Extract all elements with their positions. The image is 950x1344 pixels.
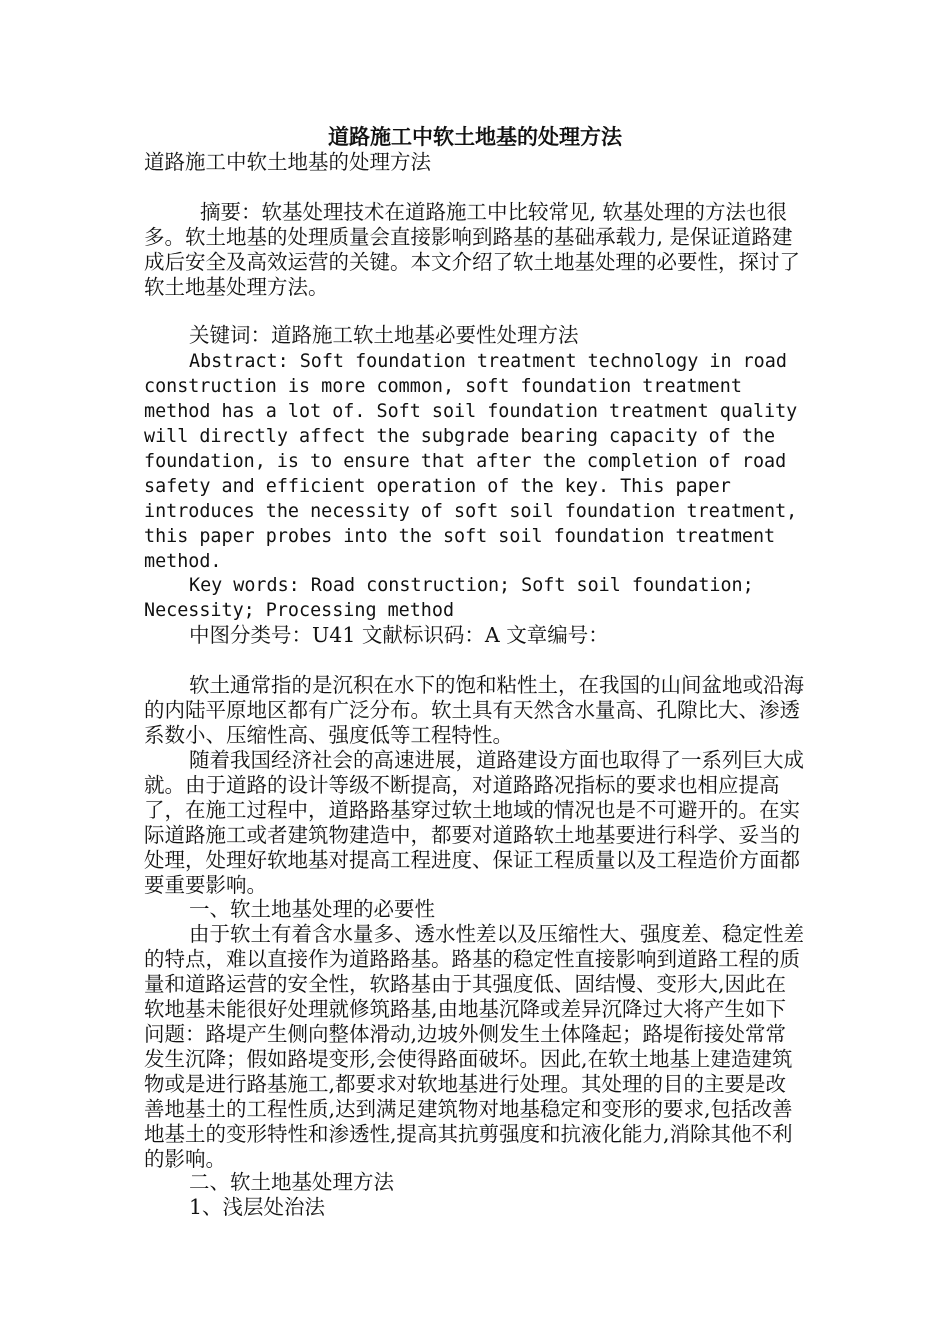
keywords-cn: 关键词：道路施工软土地基必要性处理方法 <box>189 323 579 347</box>
document-subtitle: 道路施工中软土地基的处理方法 <box>144 150 431 174</box>
abstract-en: Abstract: Soft foundation treatment technology in road construction is more common, soft foundation treatment method has a lot of. Soft soil foundation treatment quality will directly affect the subgrade bearing capacity of the foundation, is to ensure that after the completion of road safety and efficient operation of the key. This paper introduces the necessity of soft soil foundation treatment, this paper probes into the soft soil foundation treatment method. <box>144 351 798 572</box>
section-heading-2: 二、软土地基处理方法 <box>189 1170 394 1194</box>
paragraph-necessity: 由于软土有着含水量多、透水性差以及压缩性大、强度差、稳定性差的特点，难以直接作为道路路基。路基的稳定性直接影响到道路工程的质量和道路运营的安全性，软路基由于其强度低、固结慢、变形大,因此在软地基未能很好处理就修筑路基,由地基沉降或差异沉降过大将产生如下问题：路堤产生侧向整体滑动,边坡外侧发生土体隆起；路堤衔接处常常发生沉降；假如路堤变形,会使得路面破坏。因此,在软土地基上建造建筑物或是进行路基施工,都要求对软地基进行处理。其处理的目的主要是改善地基土的工程性质,达到满足建筑物对地基稳定和变形的要求,包括改善地基土的变形特性和渗透性,提高其抗剪强度和抗液化能力,消除其他不利的影响。 <box>144 922 804 1171</box>
paragraph-intro: 软土通常指的是沉积在水下的饱和粘性土，在我国的山间盆地或沿海的内陆平原地区都有广泛分布。软土具有天然含水量高、孔隙比大、渗透系数小、压缩性高、强度低等工程特性。 <box>144 673 804 747</box>
abstract-cn: 摘要：软基处理技术在道路施工中比较常见, 软基处理的方法也很多。软土地基的处理质量会直接影响到路基的基础承载力, 是保证道路建成后安全及高效运营的关键。本文介绍了软土地基处理的必要性，探讨了软土地基处理方法。 <box>144 200 800 299</box>
document-title: 道路施工中软土地基的处理方法 <box>328 124 622 149</box>
section-heading-1: 一、软土地基处理的必要性 <box>189 897 435 921</box>
keywords-en: Key words: Road construction; Soft soil foundation; Necessity; Processing method <box>144 575 754 621</box>
subsection-heading-2-1: 1、浅层处治法 <box>189 1195 326 1219</box>
paragraph-background: 随着我国经济社会的高速进展，道路建设方面也取得了一系列巨大成就。由于道路的设计等级不断提高，对道路路况指标的要求也相应提高了，在施工过程中，道路路基穿过软土地域的情况也是不可避开的。在实际道路施工或者建筑物建造中，都要对道路软土地基要进行科学、妥当的处理，处理好软地基对提高工程进度、保证工程质量以及工程造价方面都要重要影响。 <box>144 748 804 897</box>
classification-line: 中图分类号：U41 文献标识码：A 文章编号： <box>189 623 609 647</box>
